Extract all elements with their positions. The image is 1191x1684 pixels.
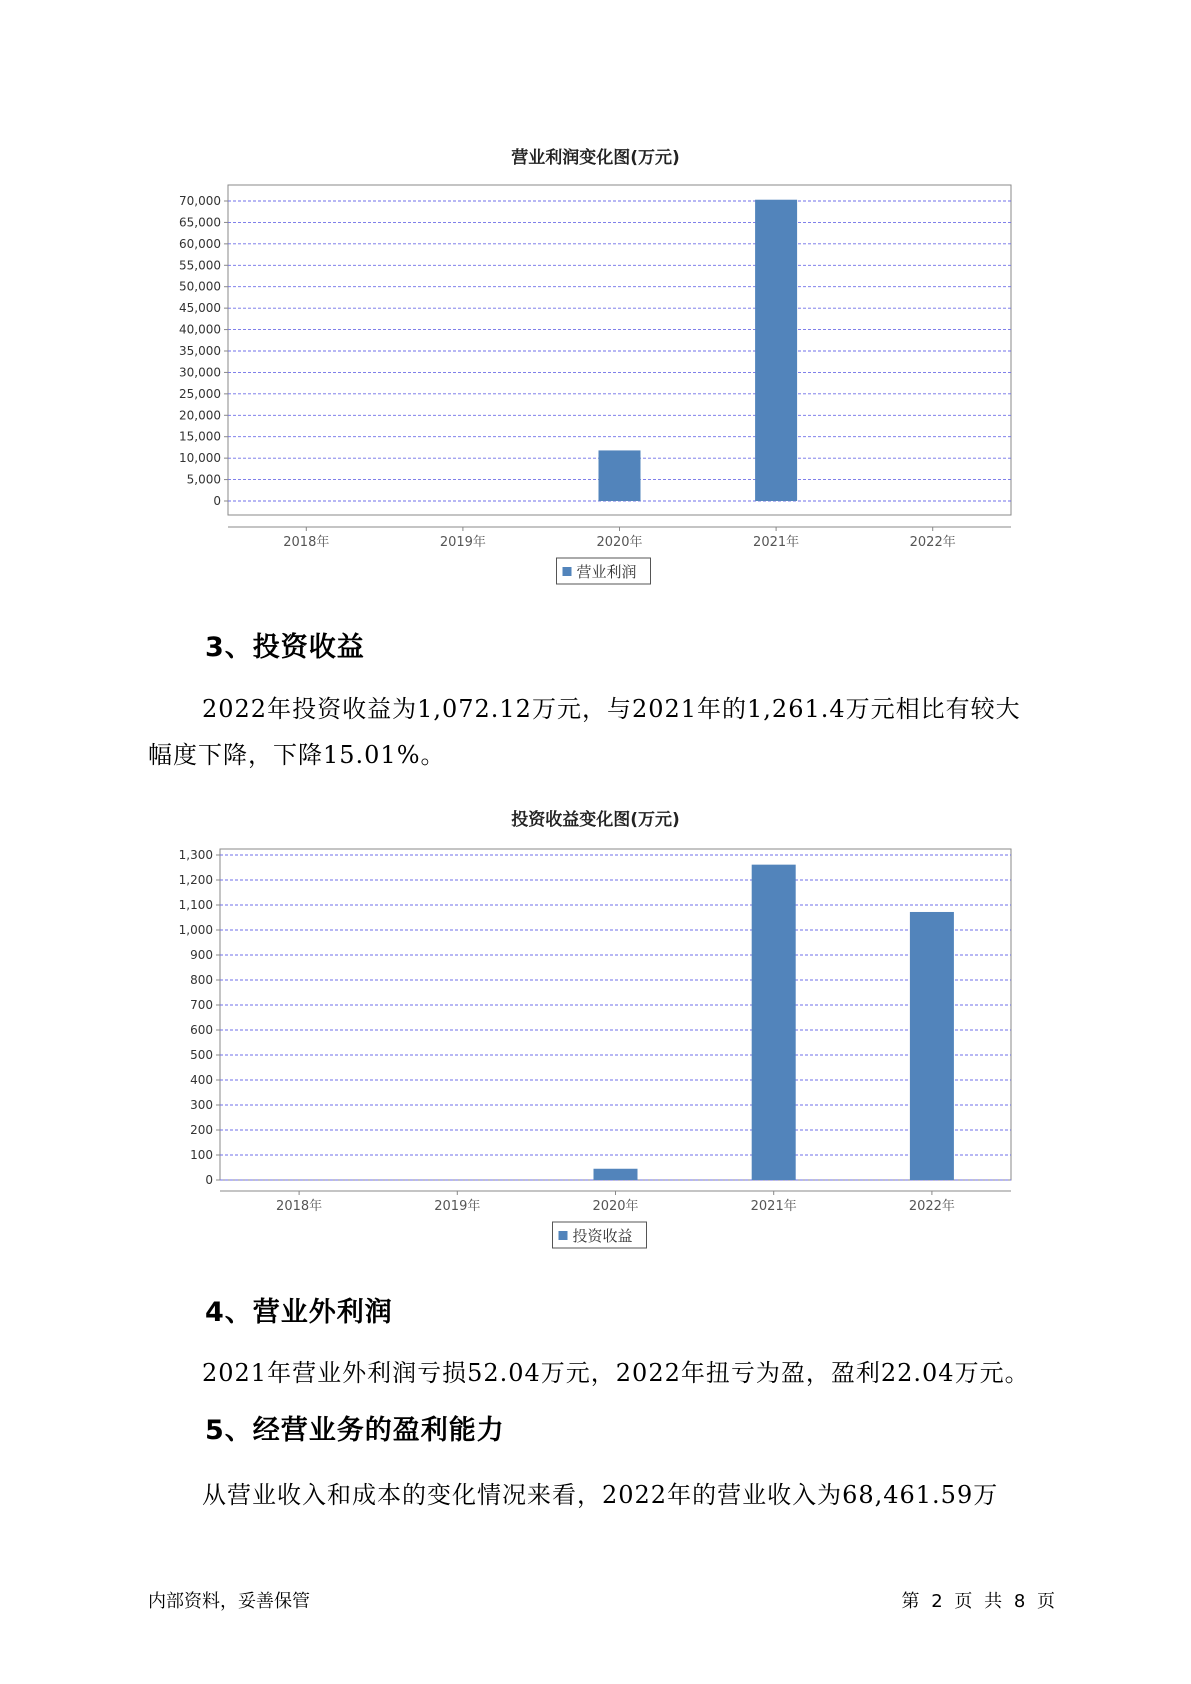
bar-2020年: [594, 1169, 638, 1180]
legend-swatch: [563, 567, 572, 576]
y-tick-label: 1,200: [178, 873, 213, 887]
y-tick-label: 500: [190, 1048, 213, 1062]
section4-heading: 4、营业外利润: [205, 1297, 393, 1328]
legend-label: 营业利润: [576, 563, 637, 581]
section3-line1: 2022年投资收益为1,072.12万元，与2021年的1,261.4万元相比有较大: [202, 695, 1021, 723]
y-tick-label: 50,000: [179, 279, 221, 294]
y-tick-label: 30,000: [179, 365, 221, 380]
y-tick-label: 0: [205, 1173, 213, 1187]
y-tick-label: 1,100: [178, 898, 213, 912]
y-tick-label: 600: [190, 1023, 213, 1037]
y-tick-label: 1,300: [178, 848, 213, 862]
y-tick-label: 700: [190, 998, 213, 1012]
y-tick-label: 60,000: [179, 236, 221, 251]
legend-swatch: [559, 1231, 568, 1240]
y-tick-label: 900: [190, 948, 213, 962]
y-tick-label: 20,000: [179, 408, 221, 423]
y-tick-label: 70,000: [179, 194, 221, 208]
investment-income-chart: [0, 835, 1191, 1265]
footer-confidential-note: 内部资料，妥善保管: [148, 1591, 310, 1612]
section5-text: 从营业收入和成本的变化情况来看，2022年的营业收入为68,461.59万: [202, 1481, 999, 1509]
section5-heading: 5、经营业务的盈利能力: [205, 1415, 505, 1446]
y-tick-label: 400: [190, 1073, 213, 1087]
x-tick-label: 2018年: [276, 1199, 323, 1214]
section3-paragraph: [148, 686, 1068, 778]
legend-label: 投资收益: [572, 1227, 633, 1245]
x-tick-label: 2022年: [908, 1199, 955, 1214]
x-tick-label: 2021年: [753, 535, 800, 550]
y-tick-label: 800: [190, 973, 213, 987]
y-tick-label: 65,000: [179, 215, 221, 230]
bar-2022年: [910, 912, 954, 1180]
x-tick-label: 2021年: [750, 1199, 797, 1214]
operating-profit-chart: [0, 170, 1191, 600]
x-tick-label: 2019年: [439, 535, 486, 550]
y-tick-label: 100: [190, 1148, 213, 1162]
y-tick-label: 0: [213, 494, 221, 508]
y-tick-label: 10,000: [179, 451, 221, 466]
x-tick-label: 2020年: [596, 535, 643, 550]
bar-2021年: [752, 865, 796, 1180]
section4-text: 2021年营业外利润亏损52.04万元，2022年扭亏为盈，盈利22.04万元。: [202, 1359, 1030, 1387]
x-tick-label: 2020年: [592, 1199, 639, 1214]
y-tick-label: 25,000: [179, 386, 221, 401]
x-tick-label: 2022年: [909, 535, 956, 550]
y-tick-label: 5,000: [186, 472, 221, 487]
y-tick-label: 300: [190, 1098, 213, 1112]
y-tick-label: 55,000: [179, 258, 221, 273]
y-tick-label: 1,000: [178, 923, 213, 937]
section4-paragraph: [148, 1350, 1068, 1396]
chart1-title: 营业利润变化图(万元): [511, 148, 680, 168]
y-tick-label: 200: [190, 1123, 213, 1137]
section3-line2: 幅度下降，下降15.01%。: [148, 741, 446, 769]
y-tick-label: 40,000: [179, 322, 221, 337]
chart2-title: 投资收益变化图(万元): [511, 810, 680, 830]
y-tick-label: 35,000: [179, 344, 221, 358]
section3-heading: 3、投资收益: [205, 632, 365, 663]
bar-2020年: [599, 450, 641, 501]
x-tick-label: 2018年: [283, 535, 330, 550]
footer-page-number: 第 2 页 共 8 页: [901, 1591, 1055, 1612]
y-tick-label: 15,000: [179, 429, 221, 444]
y-tick-label: 45,000: [179, 301, 221, 316]
x-tick-label: 2019年: [434, 1199, 481, 1214]
section5-paragraph: [148, 1472, 1068, 1518]
bar-2021年: [755, 200, 797, 501]
